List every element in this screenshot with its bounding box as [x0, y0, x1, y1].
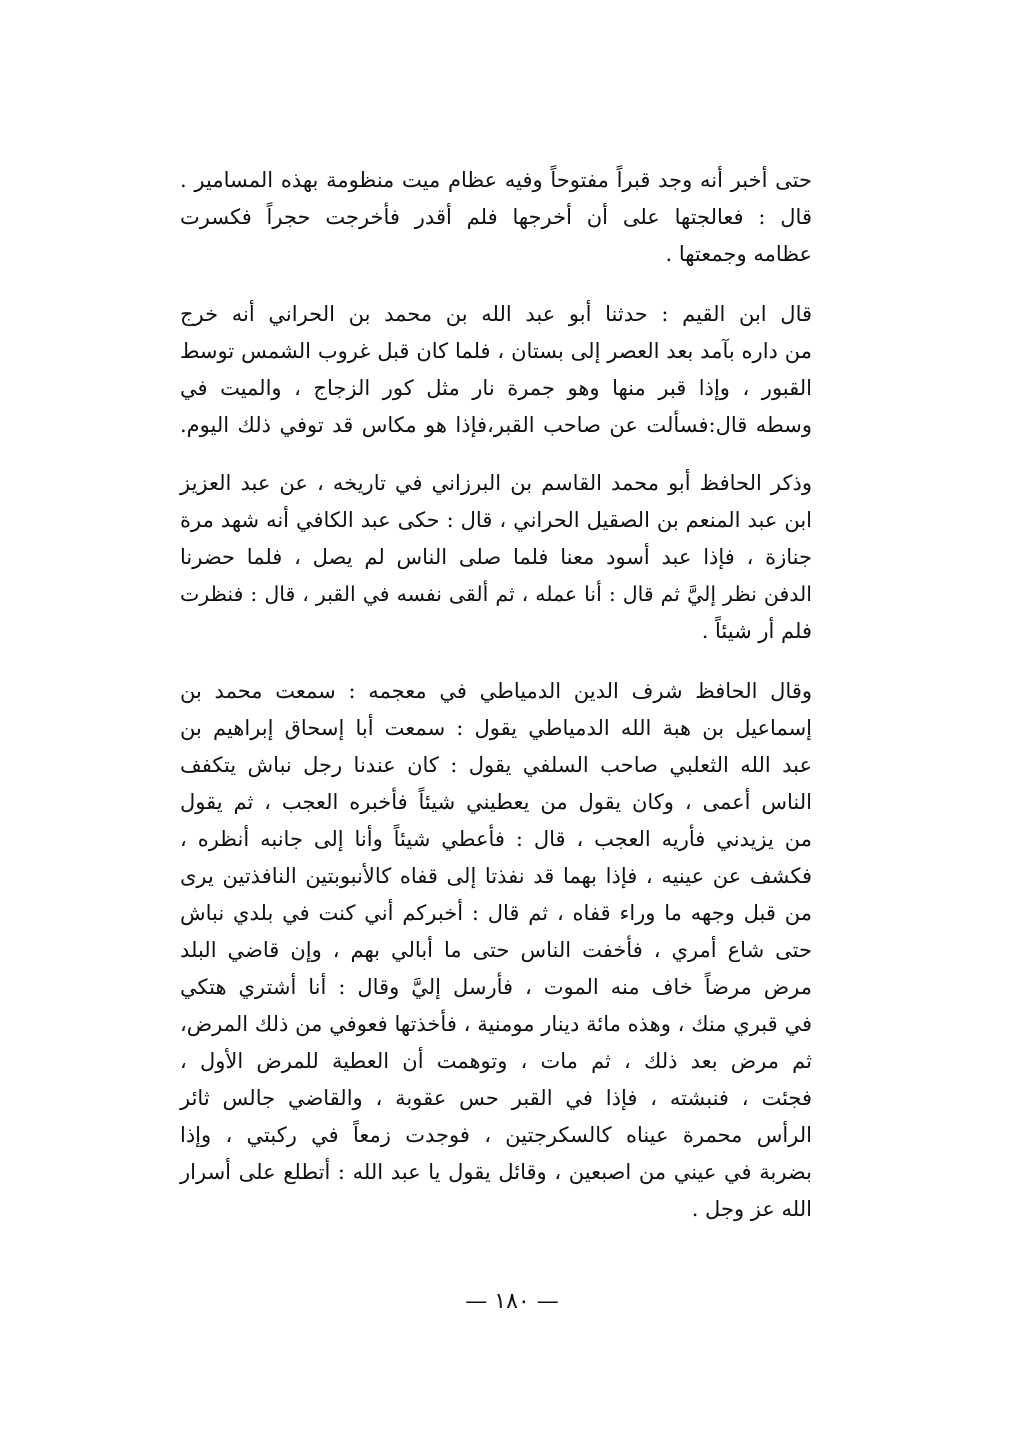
text-line: فلم أر شيئاً .	[701, 619, 812, 643]
text-line: من داره بآمد بعد العصر إلى بستان ، فلما كان قبل غروب الشمس توسط	[180, 339, 812, 363]
text-line: فكشف عن عينيه ، فإذا بهما قد نفذتا إلى قفاه كالأنبوبتين النافذتين يرى	[180, 864, 812, 888]
text-line: قال ابن القيم : حدثنا أبو عبد الله بن محمد بن الحراني أنه خرج	[180, 302, 812, 326]
text-line: الدفن نظر إليَّ ثم قال : أنا عمله ، ثم ألقى نفسه في القبر ، قال : فنظرت	[180, 582, 812, 606]
text-line: وقال الحافظ شرف الدين الدمياطي في معجمه : سمعت محمد بن	[180, 679, 812, 703]
text-line: الله عز وجل .	[691, 1197, 812, 1221]
text-line: وسطه قال:فسألت عن صاحب القبر،فإذا هو مكاس قد توفي ذلك اليوم.	[180, 413, 812, 437]
text-line: في قبري منك ، وهذه مائة دينار مومنية ، فأخذتها فعوفي من ذلك المرض،	[180, 1012, 812, 1036]
text-line: من يزيدني فأريه العجب ، قال : فأعطي شيئاً وأنا إلى جانبه أنظره ،	[180, 827, 813, 851]
text-line: من قبل وجهه ما وراء قفاه ، ثم قال : أخبركم أني كنت في بلدي نباش	[180, 901, 812, 925]
text-line: حتى شاع أمري ، فأخفت الناس حتى ما أبالي بهم ، وإن قاضي البلد	[180, 938, 812, 962]
text-line: ابن عبد المنعم بن الصقيل الحراني ، قال : حكى عبد الكافي أنه شهد مرة	[180, 508, 812, 532]
text-line: بضربة في عيني من اصبعين ، وقائل يقول يا عبد الله : أتطلع على أسرار	[180, 1160, 812, 1184]
text-line: فجئت ، فنبشته ، فإذا في القبر حس عقوبة ، والقاضي جالس ثائر	[180, 1086, 812, 1110]
text-line: مرض مرضاً خاف منه الموت ، فأرسل إليَّ وقال : أنا أشتري هتكي	[180, 975, 812, 999]
text-line: القبور ، وإذا قبر منها وهو جمرة نار مثل كور الزجاج ، والميت في	[180, 376, 812, 400]
text-line: إسماعيل بن هبة الله الدمياطي يقول : سمعت أبا إسحاق إبراهيم بن	[180, 716, 812, 740]
text-line: حتى أخبر أنه وجد قبراً مفتوحاً وفيه عظام ميت منظومة بهذه المسامير .	[180, 168, 812, 192]
text-line: الناس أعمى ، وكان يقول من يعطيني شيئاً فأخبره العجب ، ثم يقول	[180, 790, 812, 814]
text-line: الرأس محمرة عيناه كالسكرجتين ، فوجدت زمعاً في ركبتي ، وإذا	[180, 1123, 812, 1147]
text-line: وذكر الحافظ أبو محمد القاسم بن البرزاني في تاريخه ، عن عبد العزيز	[180, 471, 812, 495]
text-line: قال : فعالجتها على أن أخرجها فلم أقدر فأخرجت حجراً فكسرت	[180, 205, 812, 229]
text-line: عظامه وجمعتها .	[665, 242, 812, 266]
page-number: — ١٨٠ —	[465, 1289, 559, 1314]
text-line: جنازة ، فإذا عبد أسود معنا فلما صلى الناس لم يصل ، فلما حضرنا	[180, 545, 812, 569]
text-line: ثم مرض بعد ذلك ، ثم مات ، وتوهمت أن العطية للمرض الأول ،	[180, 1049, 812, 1073]
text-line: عبد الله الثعلبي صاحب السلفي يقول : كان عندنا رجل نباش يتكفف	[180, 753, 812, 777]
